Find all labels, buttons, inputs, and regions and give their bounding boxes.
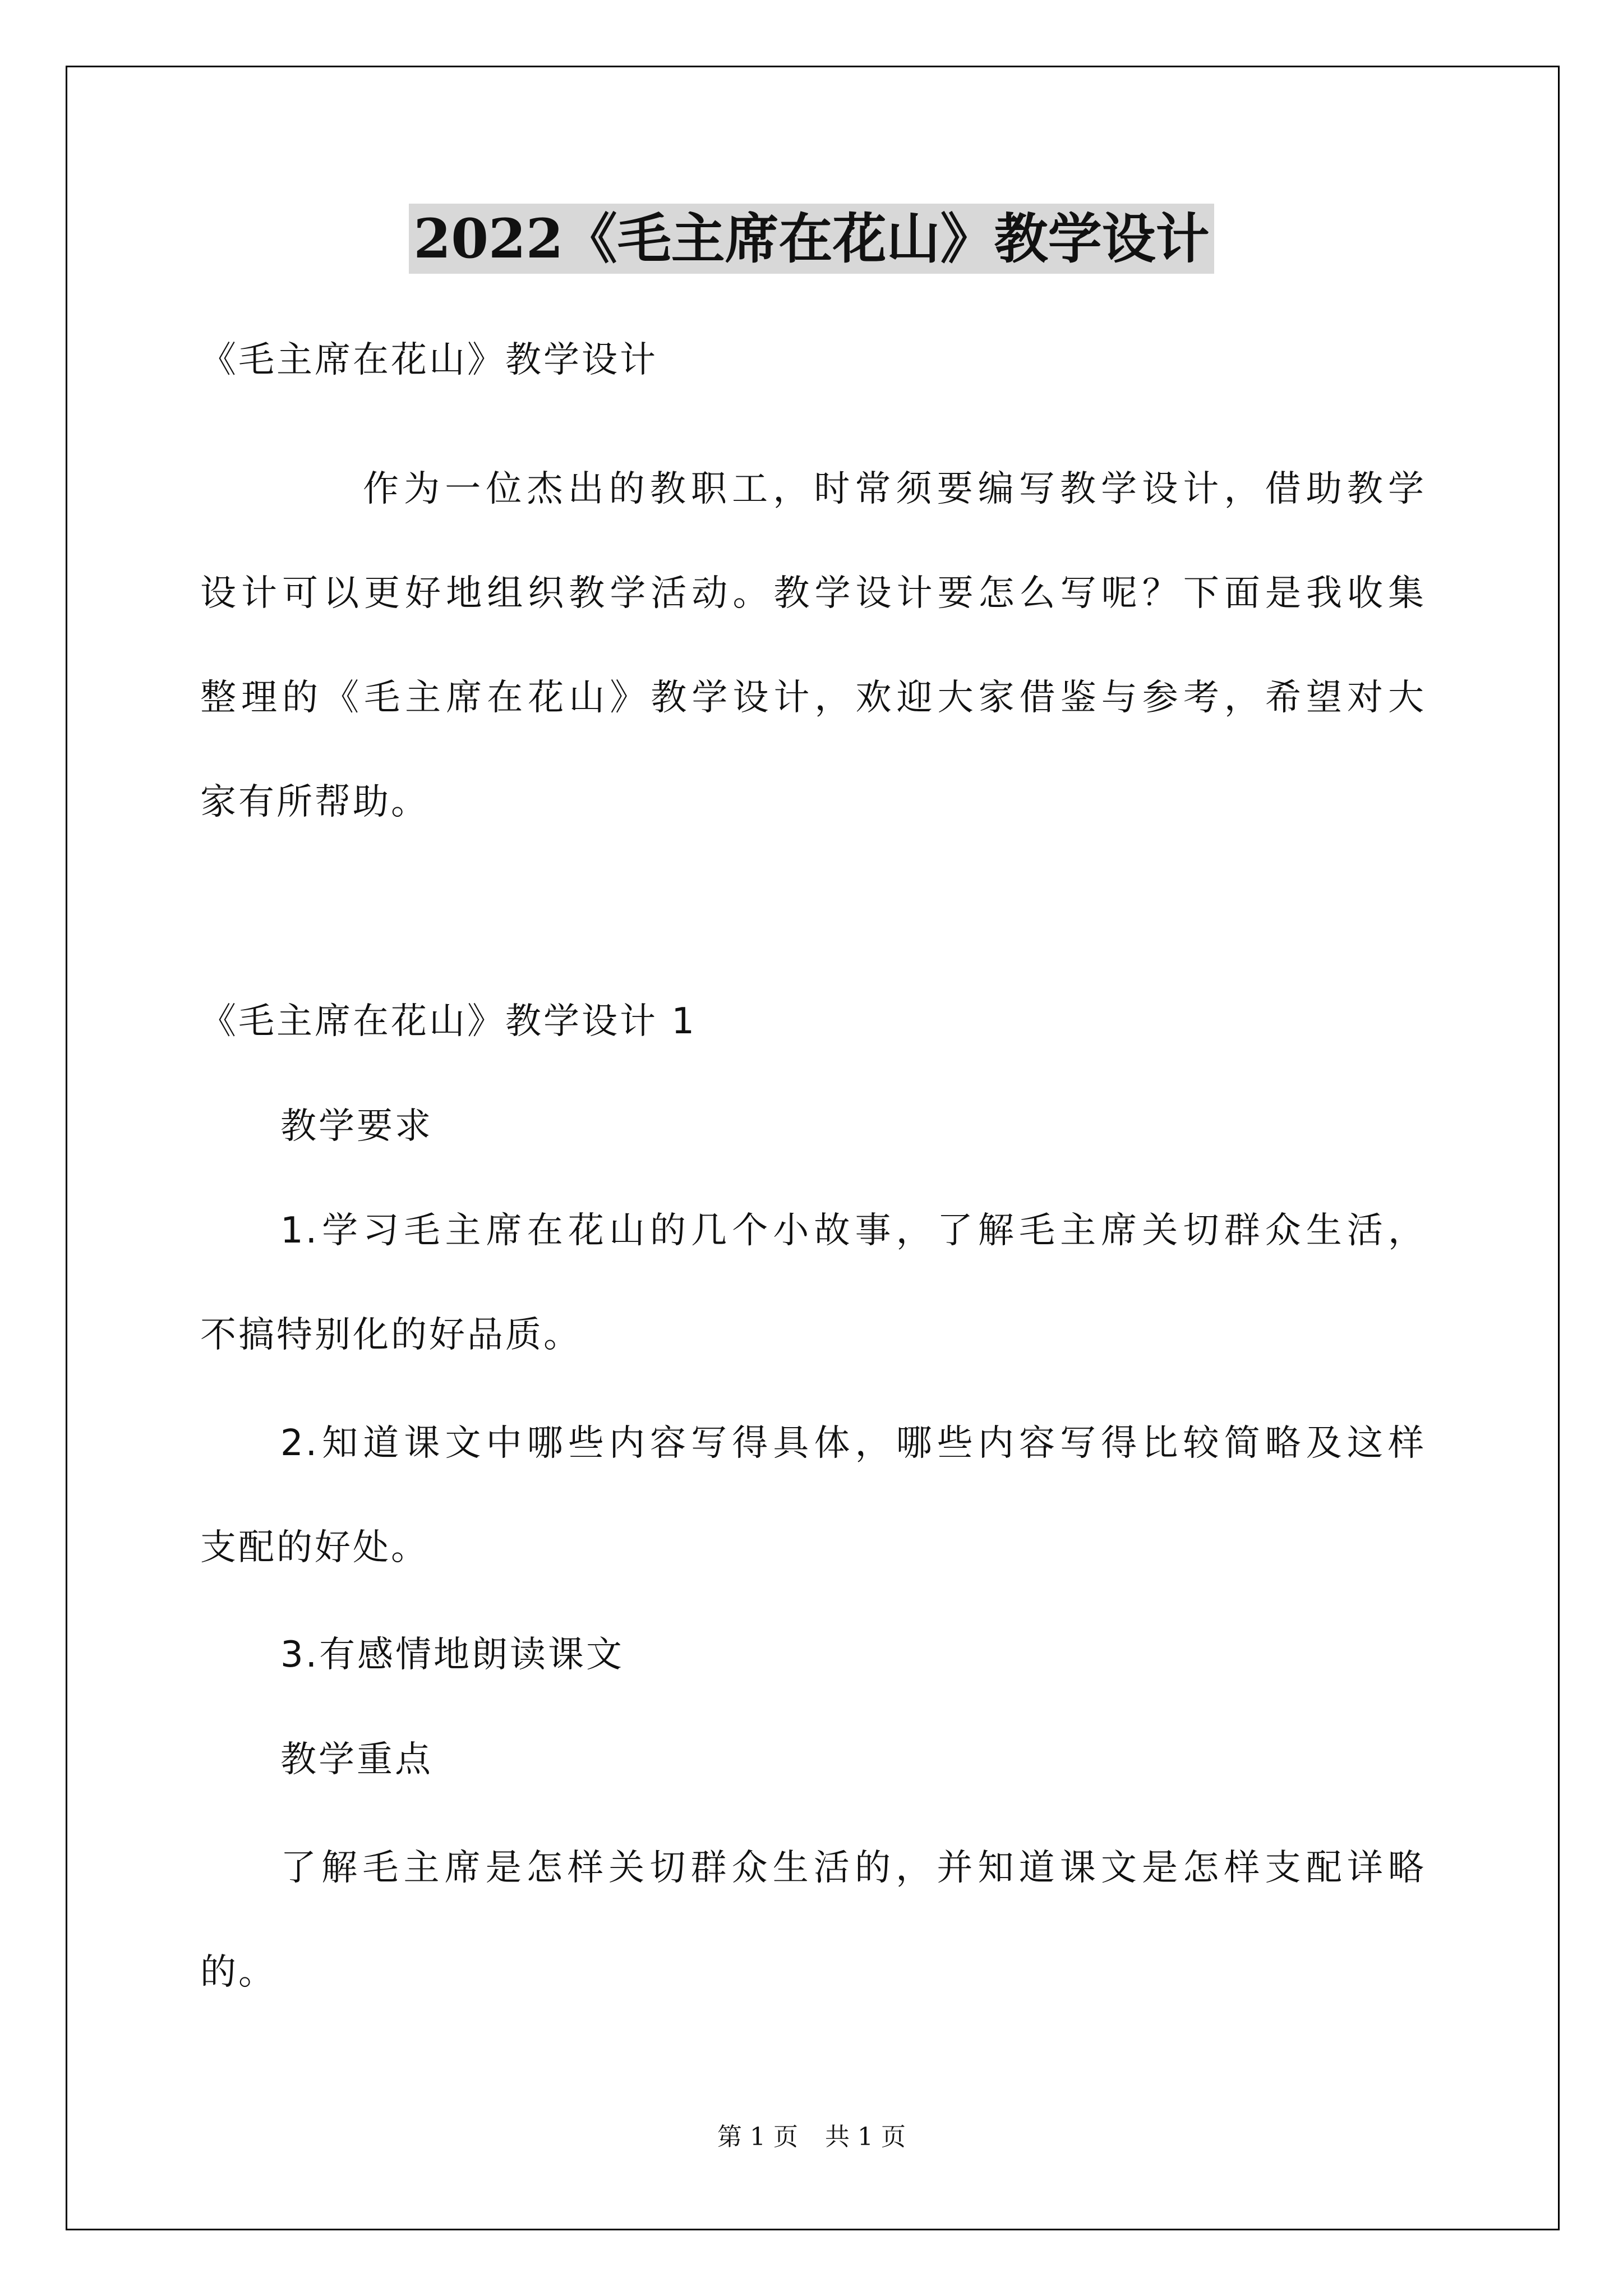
intro-line-3: 整理的《毛主席在花山》教学设计，欢迎大家借鉴与参考，希望对大 (200, 677, 1426, 719)
requirement-3: 3.有感情地朗读课文 (280, 1634, 625, 1676)
requirements-heading: 教学要求 (280, 1106, 433, 1147)
intro-line-4: 家有所帮助。 (200, 781, 429, 823)
subtitle: 《毛主席在花山》教学设计 (200, 339, 658, 381)
key-points-heading: 教学重点 (280, 1739, 433, 1780)
intro-line-1: 作为一位杰出的教职工，时常须要编写教学设计，借助教学 (363, 468, 1426, 510)
requirement-1-line-1: 1.学习毛主席在花山的几个小故事，了解毛主席关切群众生活， (280, 1210, 1426, 1251)
document-title (0, 200, 1623, 278)
requirement-2-line-2: 支配的好处。 (200, 1527, 429, 1568)
document-title-text: 2022《毛主席在花山》教学设计 (409, 204, 1214, 274)
page-number-total: 共 1 页 (825, 2123, 906, 2151)
requirement-2-line-1: 2.知道课文中哪些内容写得具体，哪些内容写得比较简略及这样 (280, 1423, 1426, 1464)
requirement-1-line-2: 不搞特别化的好品质。 (200, 1314, 582, 1356)
page-number-current: 第 1 页 (717, 2123, 798, 2151)
page-footer (0, 2120, 1623, 2154)
key-points-line-1: 了解毛主席是怎样关切群众生活的，并知道课文是怎样支配详略 (280, 1847, 1426, 1889)
intro-line-2: 设计可以更好地组织教学活动。教学设计要怎么写呢？下面是我收集 (200, 573, 1426, 614)
section-heading: 《毛主席在花山》教学设计 1 (200, 1001, 697, 1042)
key-points-line-2: 的。 (200, 1952, 276, 1993)
